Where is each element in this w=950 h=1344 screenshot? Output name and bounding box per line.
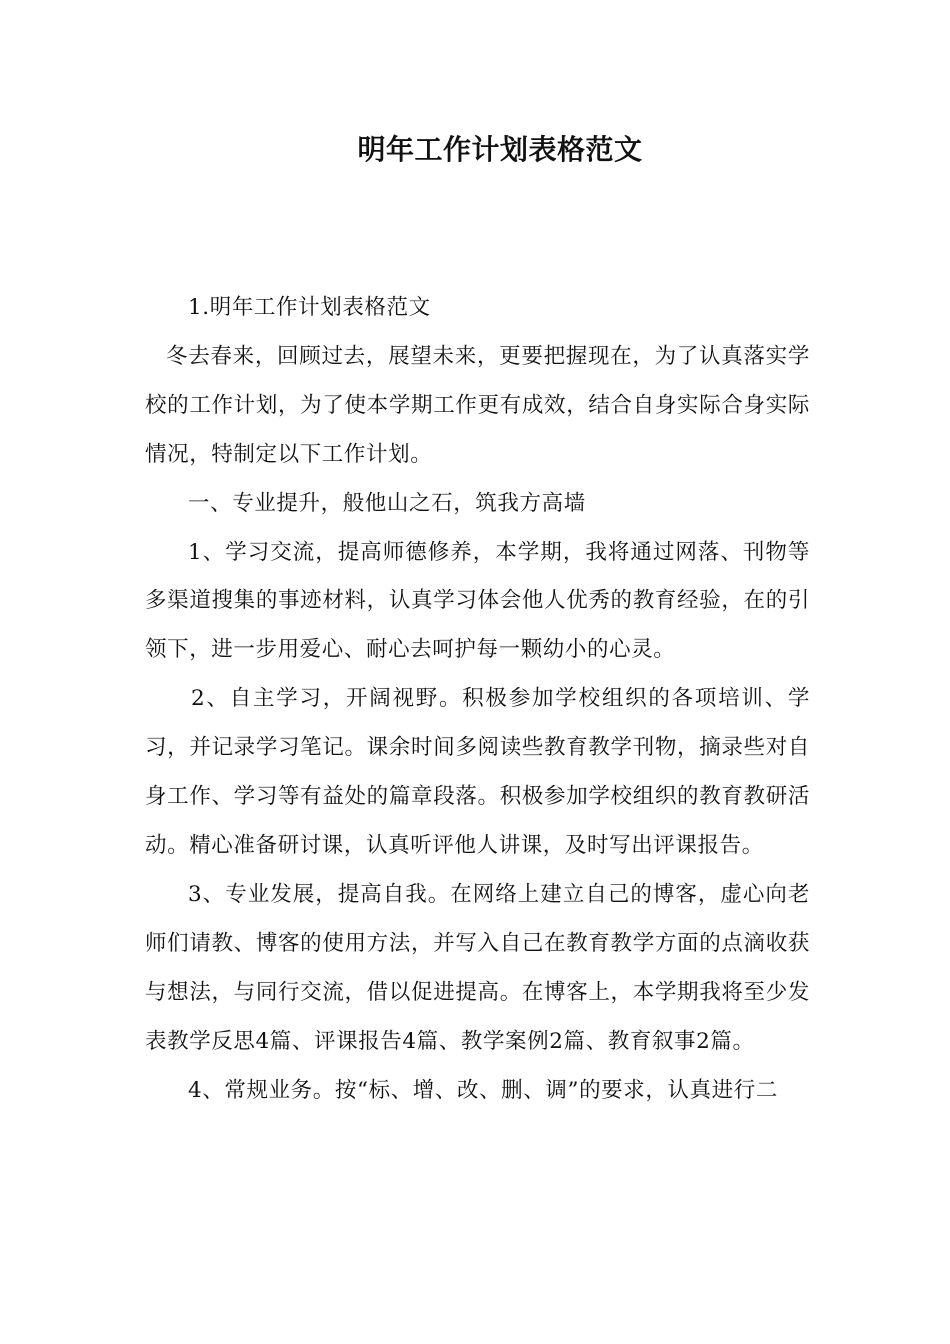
section-heading: 1.明年工作计划表格范文 — [188, 295, 431, 320]
paragraph-item-4: 4、常规业务。按“标、增、改、删、调”的要求，认真进行二 — [188, 1077, 778, 1103]
paragraph-item-2: 2、自主学习，开阔视野。积极参加学校组织的各项培训、学习，并记录学习笔记。课余时间多阅读些教育教学刊物，摘录些对自身工作、学习等有益处的篇章段落。积极参加学校组织的教育教研活动。精心准备研讨课，认真听评他人讲课，及时写出评课报告。 — [145, 686, 810, 858]
paragraph-item-3: 3、专业发展，提高自我。在网络上建立自己的博客，虚心向老师们请教、博客的使用方法，并写入自己在教育教学方面的点滴收获与想法，与同行交流，借以促进提高。在博客上，本学期我将至少发表教学反思4篇、评课报告4篇、教学案例2篇、教育叙事2篇。 — [145, 881, 810, 1054]
section-heading-1: 一、专业提升，般他山之石，筑我方高墙 — [188, 490, 586, 516]
document-body — [145, 284, 810, 1115]
document-title: 明年工作计划表格范文 — [357, 133, 643, 166]
paragraph-item-1: 1、学习交流，提高师德修养，本学期，我将通过网落、刊物等多渠道搜集的事迹材料，认真学习体会他人优秀的教育经验，在的引领下，进一步用爱心、耐心去呵护每一颗幼小的心灵。 — [145, 539, 810, 663]
paragraph-intro: 冬去春来，回顾过去，展望未来，更要把握现在，为了认真落实学校的工作计划，为了使本学期工作更有成效，结合自身实际合身实际情况，特制定以下工作计划。 — [145, 343, 810, 467]
